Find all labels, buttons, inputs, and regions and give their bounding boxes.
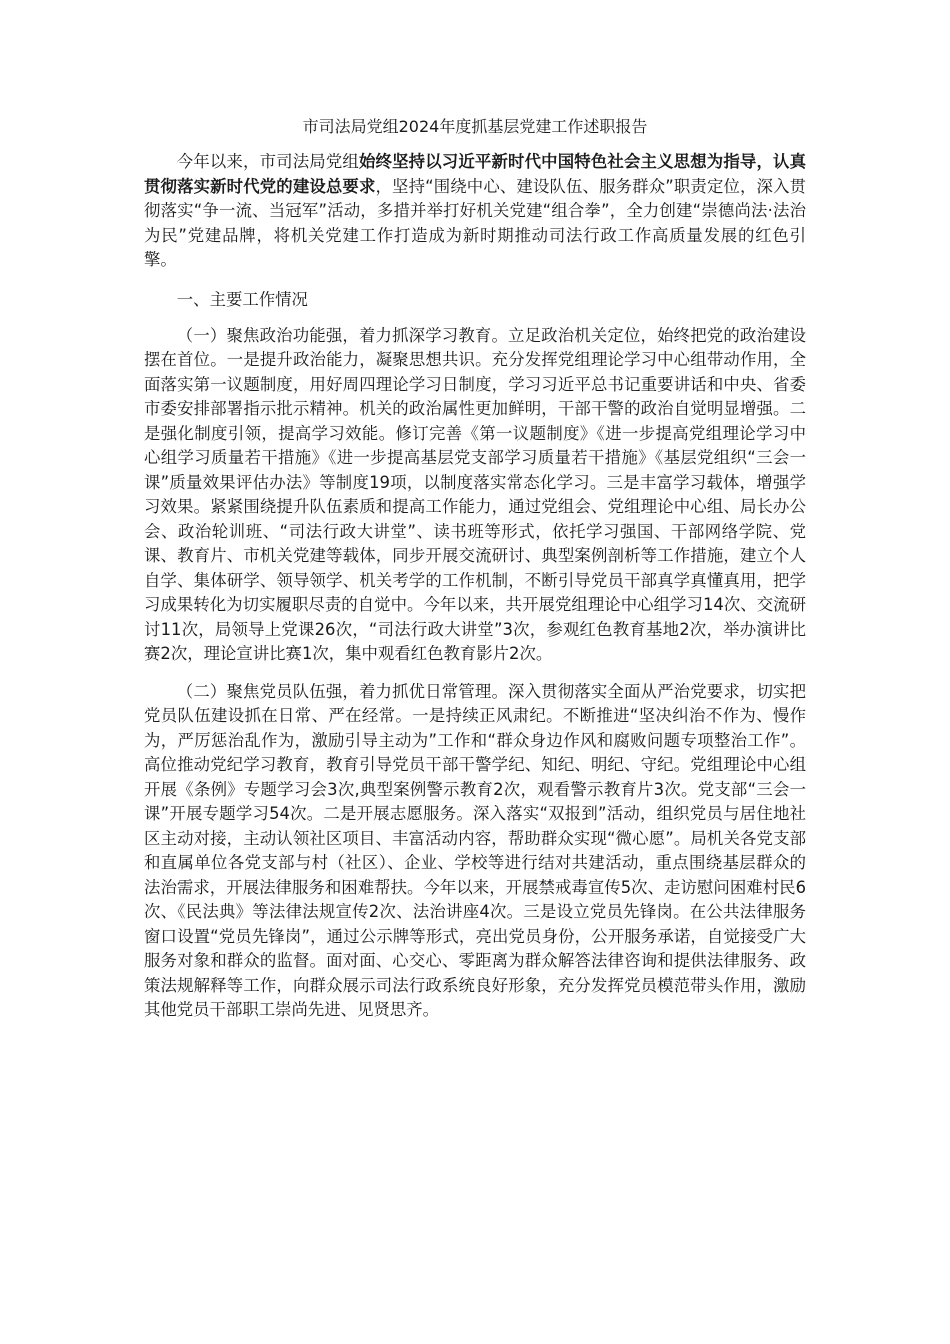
paragraph-party-members: （二）聚焦党员队伍强，着力抓优日常管理。深入贯彻落实全面从严治党要求，切实把党员队伍建设抓在日常、严在经常。一是持续正风肃纪。不断推进“坚决纠治不作为、慢作为，严厉惩治乱作为，激励引导主动为”工作和“群众身边作风和腐败问题专项整治工作”。高位推动党纪学习教育，教育引导党员干部干警学纪、知纪、明纪、守纪。党组理论中心组开展《条例》专题学习会3次,典型案例警示教育2次，观看警示教育片3次。党支部“三会一课”开展专题学习54次。二是开展志愿服务。深入落实“双报到”活动，组织党员与居住地社区主动对接，主动认领社区项目、丰富活动内容，帮助群众实现“微心愿”。局机关各党支部和直属单位各党支部与村（社区）、企业、学校等进行结对共建活动，重点围绕基层群众的法治需求，开展法律服务和困难帮扶。今年以来，开展禁戒毒宣传5次、走访慰问困难村民6次、《民法典》等法律法规宣传2次、法治讲座4次。三是设立党员先锋岗。在公共法律服务窗口设置“党员先锋岗”，通过公示牌等形式，亮出党员身份，公开服务承诺，自觉接受广大服务对象和群众的监督。面对面、心交心、零距离为群众解答法律咨询和提供法律服务、政策法规解释等工作，向群众展示司法行政系统良好形象，充分发挥党员模范带头作用，激励其他党员干部职工崇尚先进、见贤思齐。 (144, 681, 806, 1019)
section-heading: 一、主要工作情况 (176, 289, 308, 309)
intro-lead: 今年以来，市司法局党组 (176, 152, 359, 171)
document-page (144, 112, 806, 1036)
document-title: 市司法局党组2024年度抓基层党建工作述职报告 (302, 117, 648, 136)
intro-bold-text: 始终坚持以习近平新时代中国特色社会主义思想为指导，认真贯彻落实新时代党的建设总要求 (144, 152, 806, 196)
intro-paragraph (144, 150, 806, 273)
intro-rest: ，坚持“围绕中心、建设队伍、服务群众”职责定位，深入贯彻落实“争一流、当冠军”活动，多措并举打好机关党建“组合拳”，全力创建“崇德尚法·法治为民”党建品牌，将机关党建工作打造成为新时期推动司法行政工作高质量发展的红色引擎。 (144, 176, 807, 269)
paragraph-political-function: （一）聚焦政治功能强，着力抓深学习教育。立足政治机关定位，始终把党的政治建设摆在首位。一是提升政治能力，凝聚思想共识。充分发挥党组理论学习中心组带动作用，全面落实第一议题制度，用好周四理论学习日制度，学习习近平总书记重要讲话和中央、省委市委安排部署指示批示精神。机关的政治属性更加鲜明，干部干警的政治自觉明显增强。二是强化制度引领，提高学习效能。修订完善《第一议题制度》《进一步提高党组理论学习中心组学习质量若干措施》《进一步提高基层党支部学习质量若干措施》《基层党组织“三会一课”质量效果评估办法》等制度19项，以制度落实常态化学习。三是丰富学习载体，增强学习效果。紧紧围绕提升队伍素质和提高工作能力，通过党组会、党组理论中心组、局长办公会、政治轮训班、“司法行政大讲堂”、读书班等形式，依托学习强国、干部网络学院、党课、教育片、市机关党建等载体，同步开展交流研讨、典型案例剖析等工作措施，建立个人自学、集体研学、领导领学、机关考学的工作机制，不断引导党员干部真学真懂真用，把学习成果转化为切实履职尽责的自觉中。今年以来，共开展党组理论中心组学习14次、交流研讨11次，局领导上党课26次，“司法行政大讲堂”3次，参观红色教育基地2次，举办演讲比赛2次，理论宣讲比赛1次，集中观看红色教育影片2次。 (144, 325, 806, 663)
